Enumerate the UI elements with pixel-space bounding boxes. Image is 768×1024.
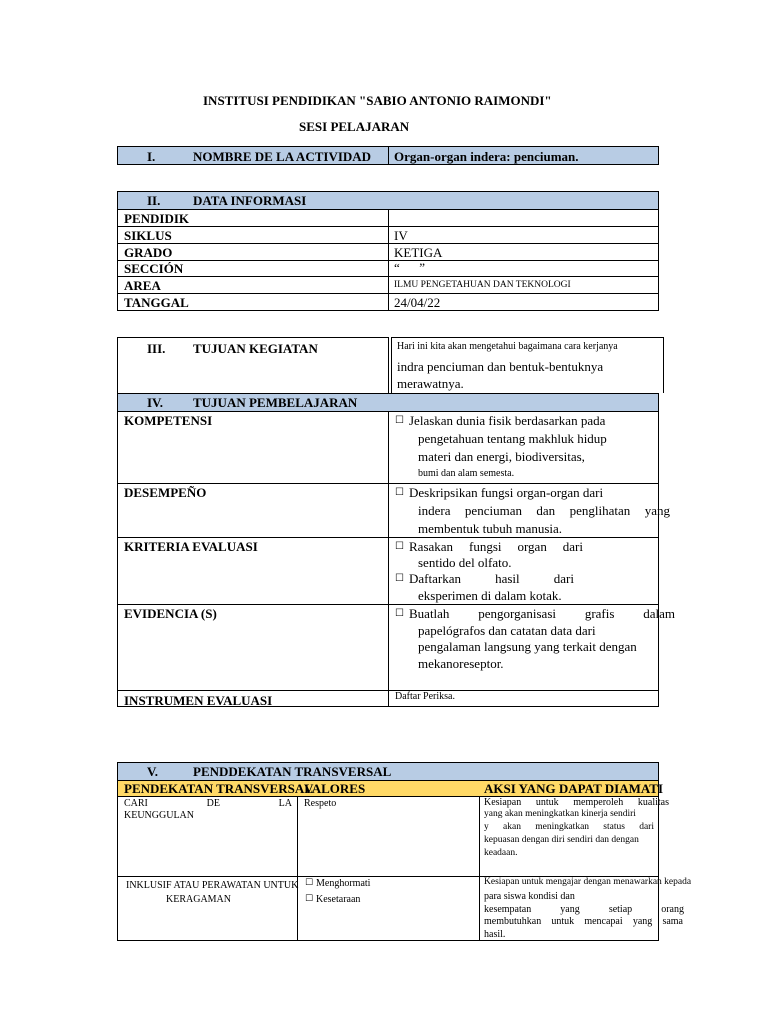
row2-approach-line1: INKLUSIF ATAU PERAWATAN UNTUK <box>126 880 299 891</box>
section3-right-box <box>391 337 664 393</box>
checkbox-icon: ☐ <box>395 487 404 498</box>
kriteria-line4: eksperimen di dalam kotak. <box>418 588 562 603</box>
section1-box <box>117 146 659 165</box>
section1-value: Organ-organ indera: penciuman. <box>394 149 579 164</box>
section3-left-box <box>117 337 389 393</box>
row-value-area: ILMU PENGETAHUAN DAN TEKNOLOGI <box>394 280 571 290</box>
row2-action-line4: membutuhkan untuk mencapai yang sama <box>484 916 683 927</box>
desempeno-line2: indera penciuman dan penglihatan yang <box>418 503 670 518</box>
section4-number: IV. <box>147 395 164 410</box>
section4-title: TUJUAN PEMBELAJARAN <box>193 395 358 410</box>
row1-action-line3: y akan meningkatkan status dari <box>484 822 654 832</box>
row-label-pendidik: PENDIDIK <box>124 211 190 226</box>
header-valores: VALORES <box>304 781 366 796</box>
section5-title: PENDDEKATAN TRANSVERSAL <box>193 764 392 779</box>
row2-action-line3: kesempatan yang setiap orang <box>484 904 684 915</box>
row2-action-line1: Kesiapan untuk mengajar dengan menawarkan kepada <box>484 877 692 887</box>
row2-action-line2: para siswa kondisi dan <box>484 891 575 902</box>
evidencia-line1: Buatlah pengorganisasi grafis dalam <box>409 606 675 621</box>
kompetensi-line1: Jelaskan dunia fisik berdasarkan pada <box>409 413 606 428</box>
section1-label: NOMBRE DE LA ACTIVIDAD <box>193 149 372 164</box>
row-label-seccion: SECCIÓN <box>124 261 184 276</box>
tujuan-pembelajaran-table <box>117 393 675 708</box>
section2-number: II. <box>147 193 161 208</box>
row-label-siklus: SIKLUS <box>124 228 172 243</box>
checkbox-icon: ☐ <box>395 541 404 552</box>
desempeno-line3: membentuk tubuh manusia. <box>418 521 563 536</box>
instrumen-value: Daftar Periksa. <box>395 691 455 702</box>
row-value-grado: KETIGA <box>394 245 443 260</box>
checkbox-icon: ☐ <box>395 415 404 426</box>
row1-value: Respeto <box>304 798 337 809</box>
desempeno-label: DESEMPEÑO <box>124 485 207 500</box>
kompetensi-label: KOMPETENSI <box>124 413 213 428</box>
data-informasi-table <box>117 191 659 311</box>
row1-action-line4: kepuasan dengan diri sendiri dan dengan <box>484 835 639 845</box>
row1-action-line1: Kesiapan untuk memperoleh kualitas <box>484 797 669 808</box>
section1-number: I. <box>147 149 156 164</box>
row1-action-line5: keadaan. <box>484 848 518 858</box>
header-pendekatan: PENDEKATAN TRANSVERSAL <box>124 781 313 796</box>
section3-title: TUJUAN KEGIATAN <box>193 341 318 356</box>
session-title: SESI PELAJARAN <box>299 119 410 134</box>
instrumen-label: INSTRUMEN EVALUASI <box>124 693 273 708</box>
evidencia-line3: pengalaman langsung yang terkait dengan <box>418 639 637 654</box>
checkbox-icon: ☐ <box>395 573 404 584</box>
checkbox-icon: ☐ <box>305 894 314 904</box>
row-label-area: AREA <box>124 278 161 293</box>
desempeno-line1: Deskripsikan fungsi organ-organ dari <box>409 485 604 500</box>
kriteria-label: KRITERIA EVALUASI <box>124 539 258 554</box>
kriteria-line2: sentido del olfato. <box>418 555 512 570</box>
evidencia-label: EVIDENCIA (S) <box>124 606 217 621</box>
row2-action-line5: hasil. <box>484 929 506 940</box>
kriteria-line1: Rasakan fungsi organ dari <box>409 539 583 554</box>
row-value-seccion: “ ” <box>394 260 426 275</box>
kompetensi-line3: materi dan energi, biodiversitas, <box>418 449 585 464</box>
institution-title: INSTITUSI PENDIDIKAN "SABIO ANTONIO RAIMONDI" <box>203 93 552 108</box>
kriteria-line3: Daftarkan hasil dari <box>409 571 574 586</box>
row1-approach-line2: KEUNGGULAN <box>124 810 194 821</box>
row-value-tanggal: 24/04/22 <box>394 295 441 310</box>
section3-number: III. <box>147 341 166 356</box>
row2-value1: Menghormati <box>316 878 371 889</box>
evidencia-line2: papelógrafos dan catatan data dari <box>418 623 596 638</box>
row1-action-line2: yang akan meningkatkan kinerja sendiri <box>484 809 636 819</box>
row1-approach-line1: CARI DE LA <box>124 798 292 809</box>
kompetensi-line4: bumi dan alam semesta. <box>418 468 515 479</box>
section3-line2: indra penciuman dan bentuk-bentuknya <box>397 359 604 374</box>
row2-value2: Kesetaraan <box>316 894 361 905</box>
row-value-siklus: IV <box>394 228 408 243</box>
section3-line1: Hari ini kita akan mengetahui bagaimana cara kerjanya <box>397 341 618 352</box>
section3-line3: merawatnya. <box>397 376 464 391</box>
checkbox-icon: ☐ <box>395 608 404 619</box>
section5-number: V. <box>147 764 158 779</box>
section2-title: DATA INFORMASI <box>193 193 307 208</box>
row-label-tanggal: TANGGAL <box>124 295 189 310</box>
checkbox-icon: ☐ <box>305 878 314 888</box>
evidencia-line4: mekanoreseptor. <box>418 656 504 671</box>
row2-approach-line2: KERAGAMAN <box>166 894 231 905</box>
header-aksi: AKSI YANG DAPAT DIAMATI <box>484 781 664 796</box>
kompetensi-line2: pengetahuan tentang makhluk hidup <box>418 431 607 446</box>
row-label-grado: GRADO <box>124 245 173 260</box>
transversal-table <box>117 762 692 941</box>
